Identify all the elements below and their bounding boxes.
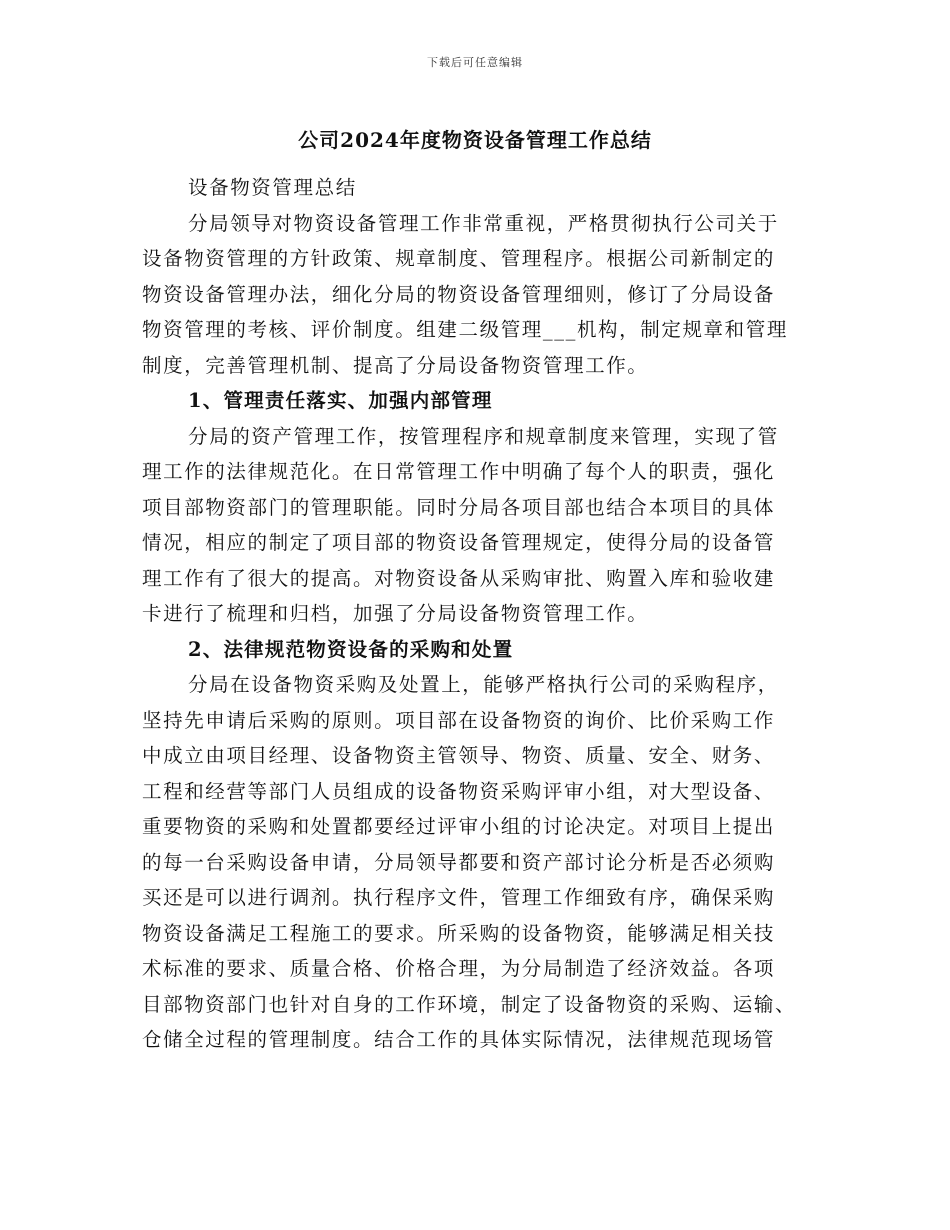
section-heading: 2、法律规范物资设备的采购和处置 bbox=[188, 637, 514, 661]
text-line: 物资设备管理办法，细化分局的物资设备管理细则，修订了分局设备 bbox=[142, 282, 776, 306]
text-line: 物资管理的考核、评价制度。组建二级管理___机构，制定规章和管理 bbox=[142, 318, 788, 341]
text-line: 分局在设备物资采购及处置上，能够严格执行公司的采购程序， bbox=[188, 673, 779, 696]
text-line: 物资设备满足工程施工的要求。所采购的设备物资，能够满足相关技 bbox=[142, 921, 776, 945]
document-body bbox=[142, 170, 826, 1058]
text-line: 仓储全过程的管理制度。结合工作的具体实际情况，法律规范现场管 bbox=[142, 1028, 776, 1051]
section-heading: 1、管理责任落实、加强内部管理 bbox=[188, 389, 493, 412]
text-line: 情况，相应的制定了项目部的物资设备管理规定，使得分局的设备管 bbox=[142, 531, 776, 554]
text-line: 分局领导对物资设备管理工作非常重视，严格贯彻执行公司关于 bbox=[188, 211, 779, 235]
text-line: 中成立由项目经理、设备物资主管领导、物资、质量、安全、财务、 bbox=[142, 744, 776, 767]
text-line: 卡进行了梳理和归档，加强了分局设备物资管理工作。 bbox=[142, 602, 649, 625]
text-line: 的每一台采购设备申请，分局领导都要和资产部讨论分析是否必须购 bbox=[142, 850, 776, 874]
text-line: 理工作的法律规范化。在日常管理工作中明确了每个人的职责，强化 bbox=[142, 460, 776, 483]
text-line: 分局的资产管理工作，按管理程序和规章制度来管理，实现了管 bbox=[188, 424, 779, 448]
document-title: 公司2024年度物资设备管理工作总结 bbox=[298, 128, 652, 152]
text-line: 工程和经营等部门人员组成的设备物资采购评审小组，对大型设备、 bbox=[142, 779, 776, 803]
text-line: 设备物资管理总结 bbox=[188, 176, 357, 199]
page-header: 下载后可任意编辑 bbox=[427, 56, 523, 69]
text-line: 术标准的要求、质量合格、价格合理，为分局制造了经济效益。各项 bbox=[142, 957, 776, 980]
text-line: 理工作有了很大的提高。对物资设备从采购审批、购置入库和验收建 bbox=[142, 566, 776, 590]
text-line: 项目部物资部门的管理职能。同时分局各项目部也结合本项目的具体 bbox=[142, 495, 776, 519]
text-line: 重要物资的采购和处置都要经过评审小组的讨论决定。对项目上提出 bbox=[142, 815, 776, 838]
text-line: 坚持先申请后采购的原则。项目部在设备物资的询价、比价采购工作 bbox=[142, 708, 776, 732]
text-line: 目部物资部门也针对自身的工作环境，制定了设备物资的采购、运输、 bbox=[142, 992, 797, 1016]
text-line: 买还是可以进行调剂。执行程序文件，管理工作细致有序，确保采购 bbox=[142, 886, 776, 909]
text-line: 制度，完善管理机制、提高了分局设备物资管理工作。 bbox=[142, 353, 649, 377]
text-line: 设备物资管理的方针政策、规章制度、管理程序。根据公司新制定的 bbox=[142, 247, 776, 270]
